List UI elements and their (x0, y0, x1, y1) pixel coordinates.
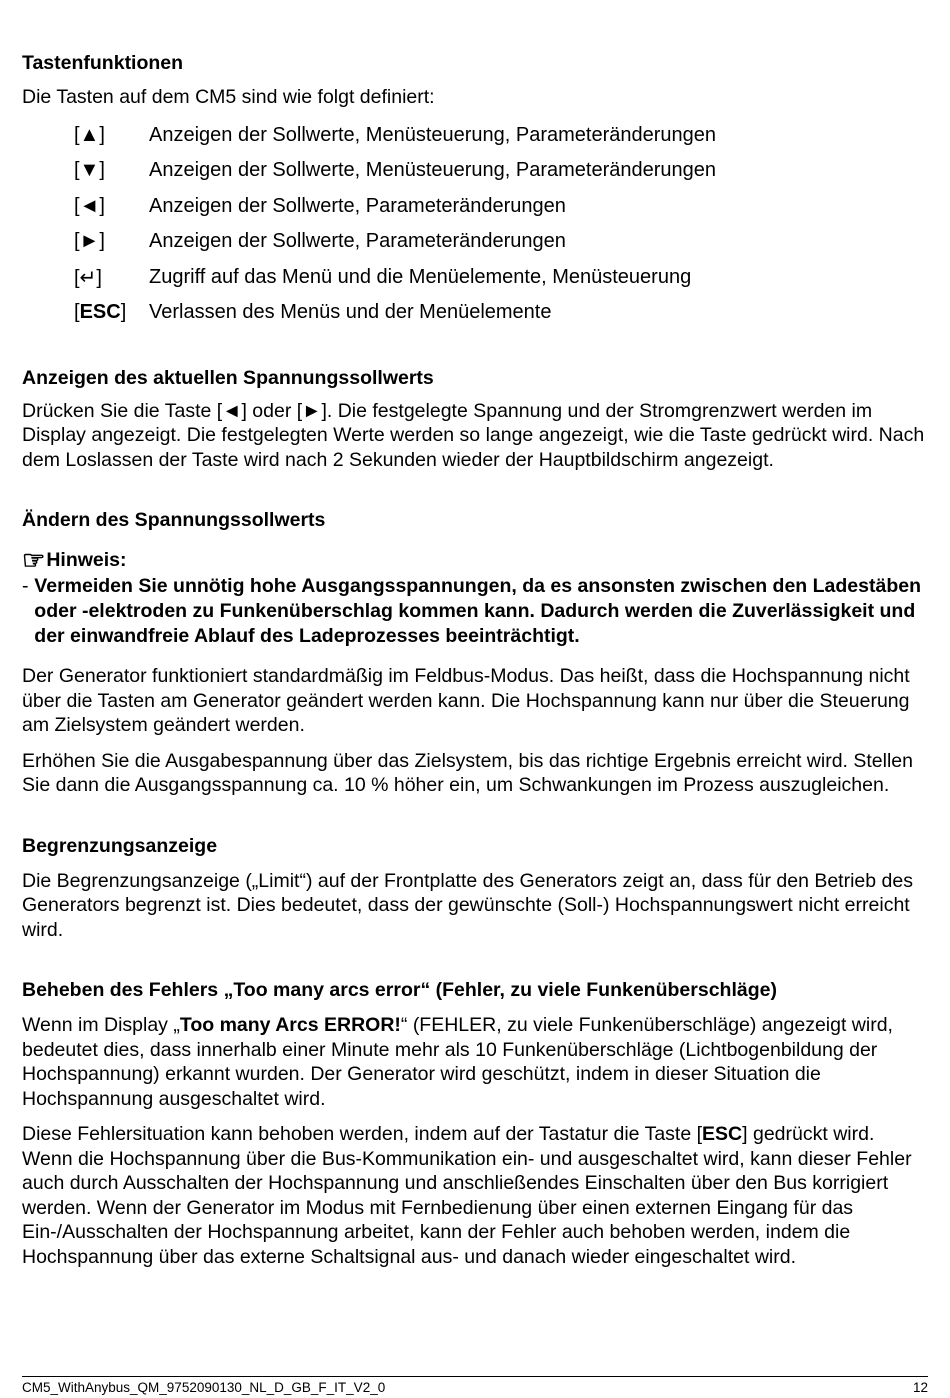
key-row-left (74, 189, 927, 225)
increase-voltage-paragraph: Erhöhen Sie die Ausgabespannung über das Zielsystem, bis das richtige Ergebnis erreicht wird. Stellen Sie dann die Ausgangsspannung ca. 10 % höher ein, um Schwankungen im Prozess auszugleichen. (22, 749, 914, 796)
pointing-hand-icon: ☞ (22, 545, 46, 575)
left-arrow-key: [◄] (74, 194, 105, 217)
key-description: Zugriff auf das Menü und die Menüelemente, Menüsteuerung (149, 265, 692, 288)
document-id: CM5_WithAnybus_QM_9752090130_NL_D_GB_F_IT_V2_0 (22, 1380, 386, 1395)
current-voltage-text: Drücken Sie die Taste [◄] oder [►]. Die festgelegte Spannung und der Stromgrenzwert werden im Display angezeigt. Die festgelegten Werte werden so lange angezeigt, wie die Taste gedrückt wird. Nach dem Loslassen der Taste wird nach 2 Sekunden wieder der Hauptbildschirm angezeigt. (22, 399, 925, 471)
heading-arcs-error: Beheben des Fehlers „Too many arcs error“ (Fehler, zu viele Funkenüberschläge) (22, 979, 777, 1001)
key-row-right (74, 224, 927, 260)
heading-tastenfunktionen: Tastenfunktionen (22, 52, 184, 74)
keys-intro: Die Tasten auf dem CM5 sind wie folgt definiert: (22, 86, 435, 108)
key-list (74, 118, 927, 331)
enter-key: [↵] (74, 266, 102, 289)
key-description: Anzeigen der Sollwerte, Menüsteuerung, Parameteränderungen (149, 123, 717, 146)
note-label: Hinweis: (46, 549, 127, 571)
note-header (22, 545, 927, 575)
heading-current-voltage: Anzeigen des aktuellen Spannungssollwerts (22, 366, 434, 389)
heading-change-voltage: Ändern des Spannungssollwerts (22, 509, 326, 531)
key-row-enter (74, 260, 927, 296)
bullet-dash: - (22, 575, 29, 597)
key-description: Anzeigen der Sollwerte, Menüsteuerung, Parameteränderungen (149, 159, 717, 182)
page-number: 12 (912, 1380, 928, 1395)
heading-limit-indicator: Begrenzungsanzeige (22, 834, 218, 857)
arcs-error-fix-paragraph: Diese Fehlersituation kann behoben werden, indem auf der Tastatur die Taste [ESC] gedrückt wird. Wenn die Hochspannung über die Bus-Kommunikation ein- und ausgeschaltet wird, kann dieser Fehler auch durch Ausschalten der Hochspannung und anschließendes Einschalten über den Bus korrigiert werden. Wenn der Generator im Modus mit Fernbedienung über einen externen Eingang für das Ein-/Ausschalten der Hochspannung arbeitet, kann der Fehler auch behoben werden, indem die Hochspannung über das externe Schaltsignal aus- und danach wieder eingeschaltet wird. (22, 1123, 912, 1268)
key-description: Anzeigen der Sollwerte, Parameteränderungen (149, 230, 566, 253)
document-page (22, 50, 927, 1269)
key-description: Verlassen des Menüs und der Menüelemente (149, 301, 552, 324)
esc-key: [ESC] (74, 301, 127, 324)
key-row-esc (74, 295, 927, 331)
limit-indicator-text: Die Begrenzungsanzeige („Limit“) auf der Frontplatte des Generators zeigt an, dass für den Betrieb des Generators begrenzt ist. Dies bedeutet, dass der gewünschte (Soll-) Hochspannungswert nicht erreicht wird. (22, 869, 913, 941)
fieldbus-paragraph: Der Generator funktioniert standardmäßig im Feldbus-Modus. Das heißt, dass die Hochspannung nicht über die Tasten am Generator geändert werden kann. Die Hochspannung kann nur über die Steuerung am Zielsystem geändert werden. (22, 665, 910, 736)
note-bullet (22, 574, 927, 649)
arcs-error-paragraph: Wenn im Display „Too many Arcs ERROR!“ (FEHLER, zu viele Funkenüberschläge) angezeigt wird, bedeutet dies, dass innerhalb einer Minute mehr als 10 Funkenüberschläge (Lichtbogenbildung der Hochspannung) erkannt wurden. Der Generator wird geschützt, indem in dieser Situation die Hochspannung ausgeschaltet wird. (22, 1014, 893, 1110)
key-description: Anzeigen der Sollwerte, Parameteränderungen (149, 194, 566, 217)
key-row-up (74, 118, 927, 154)
up-arrow-key: [▲] (74, 123, 105, 146)
down-arrow-key: [▼] (74, 159, 105, 182)
page-footer (22, 1376, 928, 1395)
right-arrow-key: [►] (74, 230, 105, 253)
note-text: Vermeiden Sie unnötig hohe Ausgangsspannungen, da es ansonsten zwischen den Ladestäben oder -elektroden zu Funkenüberschlag kommen kann. Dadurch werden die Zuverlässigkeit und der einwandfreie Ablauf des Ladeprozesses beeinträchtigt. (34, 575, 921, 647)
key-row-down (74, 153, 927, 189)
